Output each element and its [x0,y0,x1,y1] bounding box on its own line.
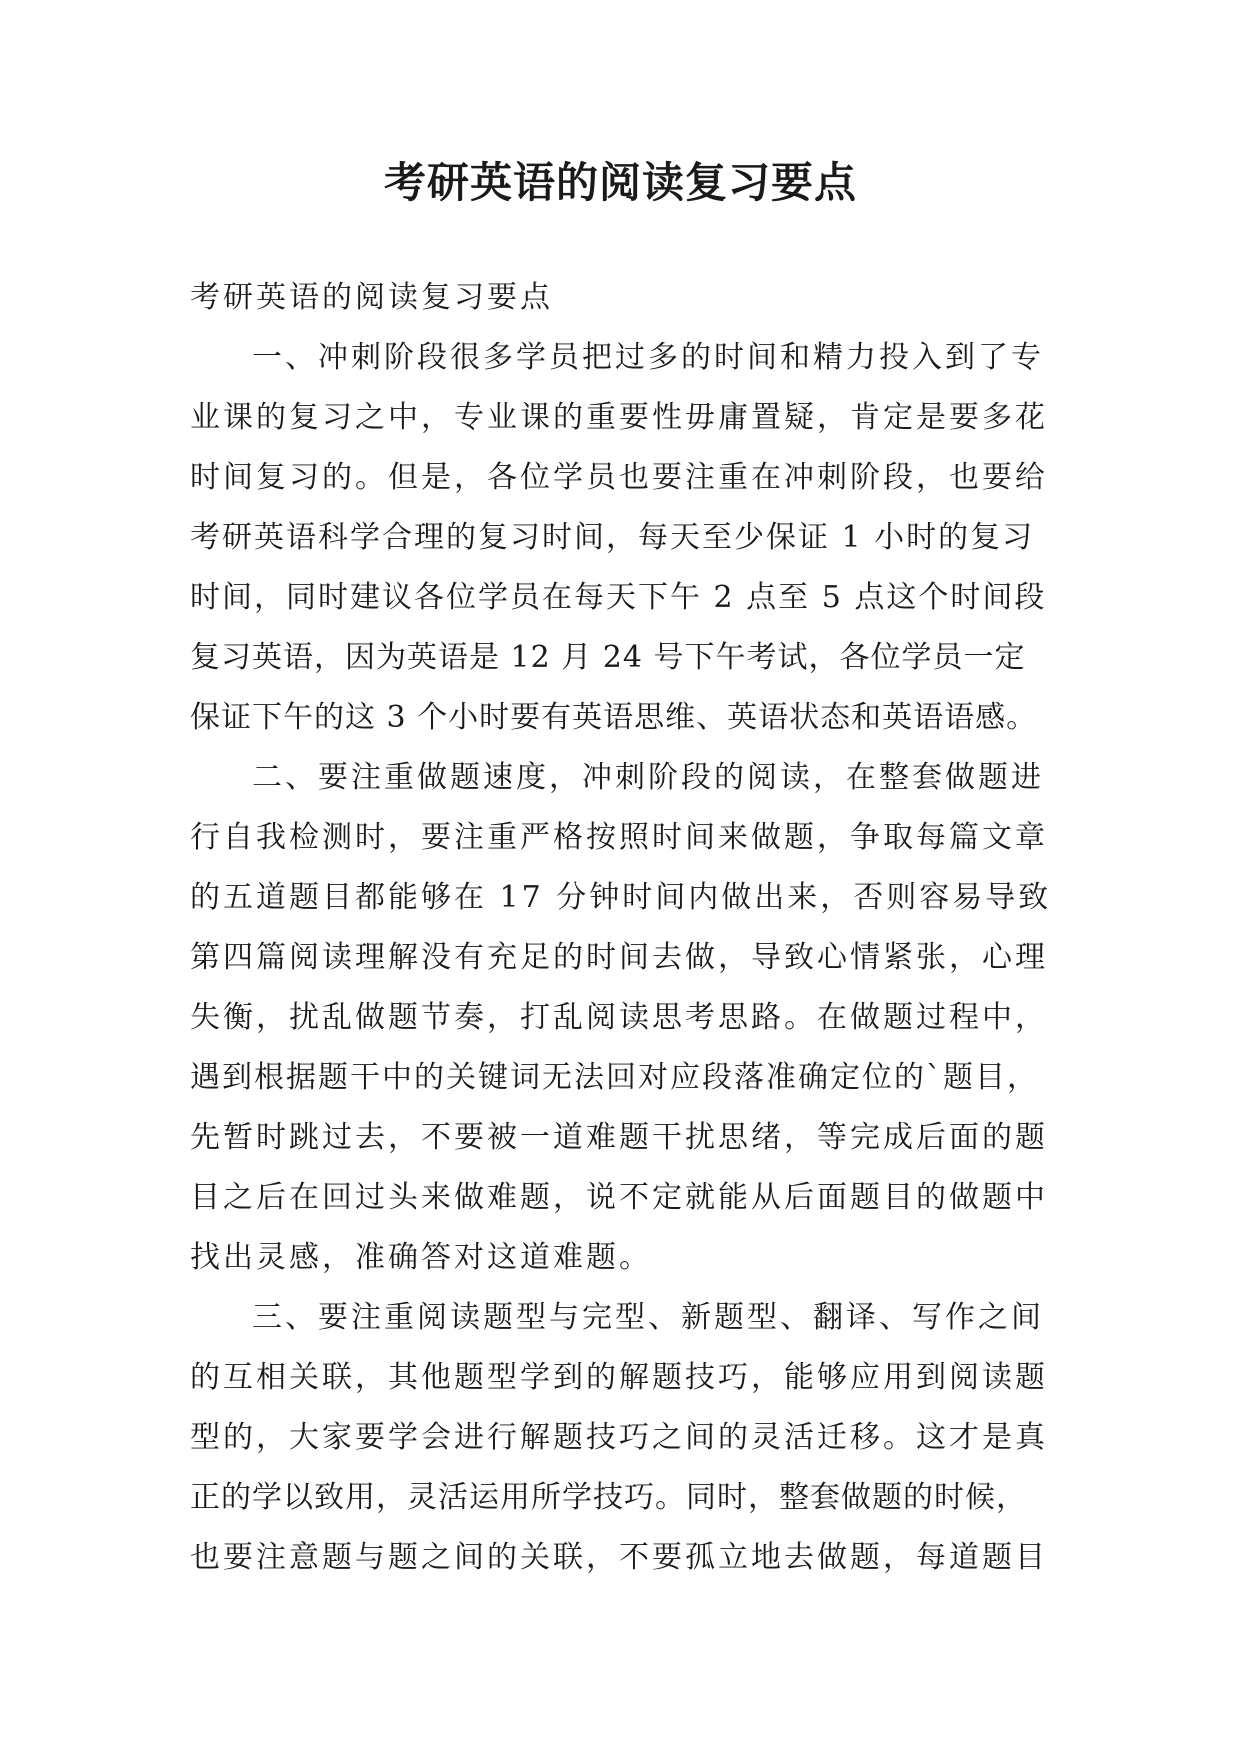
text-line: 考研英语的阅读复习要点 [190,280,553,315]
text-line: 找出灵感，准确答对这道难题。 [190,1240,652,1275]
text-line: 三、要注重阅读题型与完型、新题型、翻译、写作之间 [252,1300,1044,1335]
text-line: 正的学以致用，灵活运用所学技巧。同时，整套做题的时候， [190,1480,1027,1515]
text-line: 目之后在回过头来做难题，说不定就能从后面题目的做题中 [190,1180,1048,1215]
text-line: 业课的复习之中，专业课的重要性毋庸置疑，肯定是要多花 [190,400,1048,435]
text-line: 时间，同时建议各位学员在每天下午 2 点至 5 点这个时间段 [190,580,1047,615]
text-line: 的互相关联，其他题型学到的解题技巧，能够应用到阅读题 [190,1360,1048,1395]
text-line: 型的，大家要学会进行解题技巧之间的灵活迁移。这才是真 [190,1420,1048,1455]
text-line: 二、要注重做题速度，冲刺阶段的阅读，在整套做题进 [252,760,1044,795]
text-line: 考研英语科学合理的复习时间，每天至少保证 1 小时的复习 [190,520,1035,555]
text-line: 行自我检测时，要注重严格按照时间来做题，争取每篇文章 [190,820,1048,855]
text-line: 复习英语，因为英语是 12 月 24 号下午考试，各位学员一定 [190,640,1026,675]
text-line: 保证下午的这 3 个小时要有英语思维、英语状态和英语语感。 [190,700,1038,735]
text-line: 遇到根据题干中的关键词无法回对应段落准确定位的`题目， [190,1060,1039,1095]
text-line: 时间复习的。但是，各位学员也要注重在冲刺阶段，也要给 [190,460,1048,495]
text-line: 也要注意题与题之间的关联，不要孤立地去做题，每道题目 [190,1540,1048,1575]
document-title: 考研英语的阅读复习要点 [383,158,857,207]
text-line: 的五道题目都能够在 17 分钟时间内做出来，否则容易导致 [190,880,1052,915]
text-line: 第四篇阅读理解没有充足的时间去做，导致心情紧张，心理 [190,940,1048,975]
text-line: 先暂时跳过去，不要被一道难题干扰思绪，等完成后面的题 [190,1120,1048,1155]
text-line: 失衡，扰乱做题节奏，打乱阅读思考思路。在做题过程中， [190,1000,1048,1035]
text-line: 一、冲刺阶段很多学员把过多的时间和精力投入到了专 [252,340,1044,375]
document-body [190,268,1052,1588]
